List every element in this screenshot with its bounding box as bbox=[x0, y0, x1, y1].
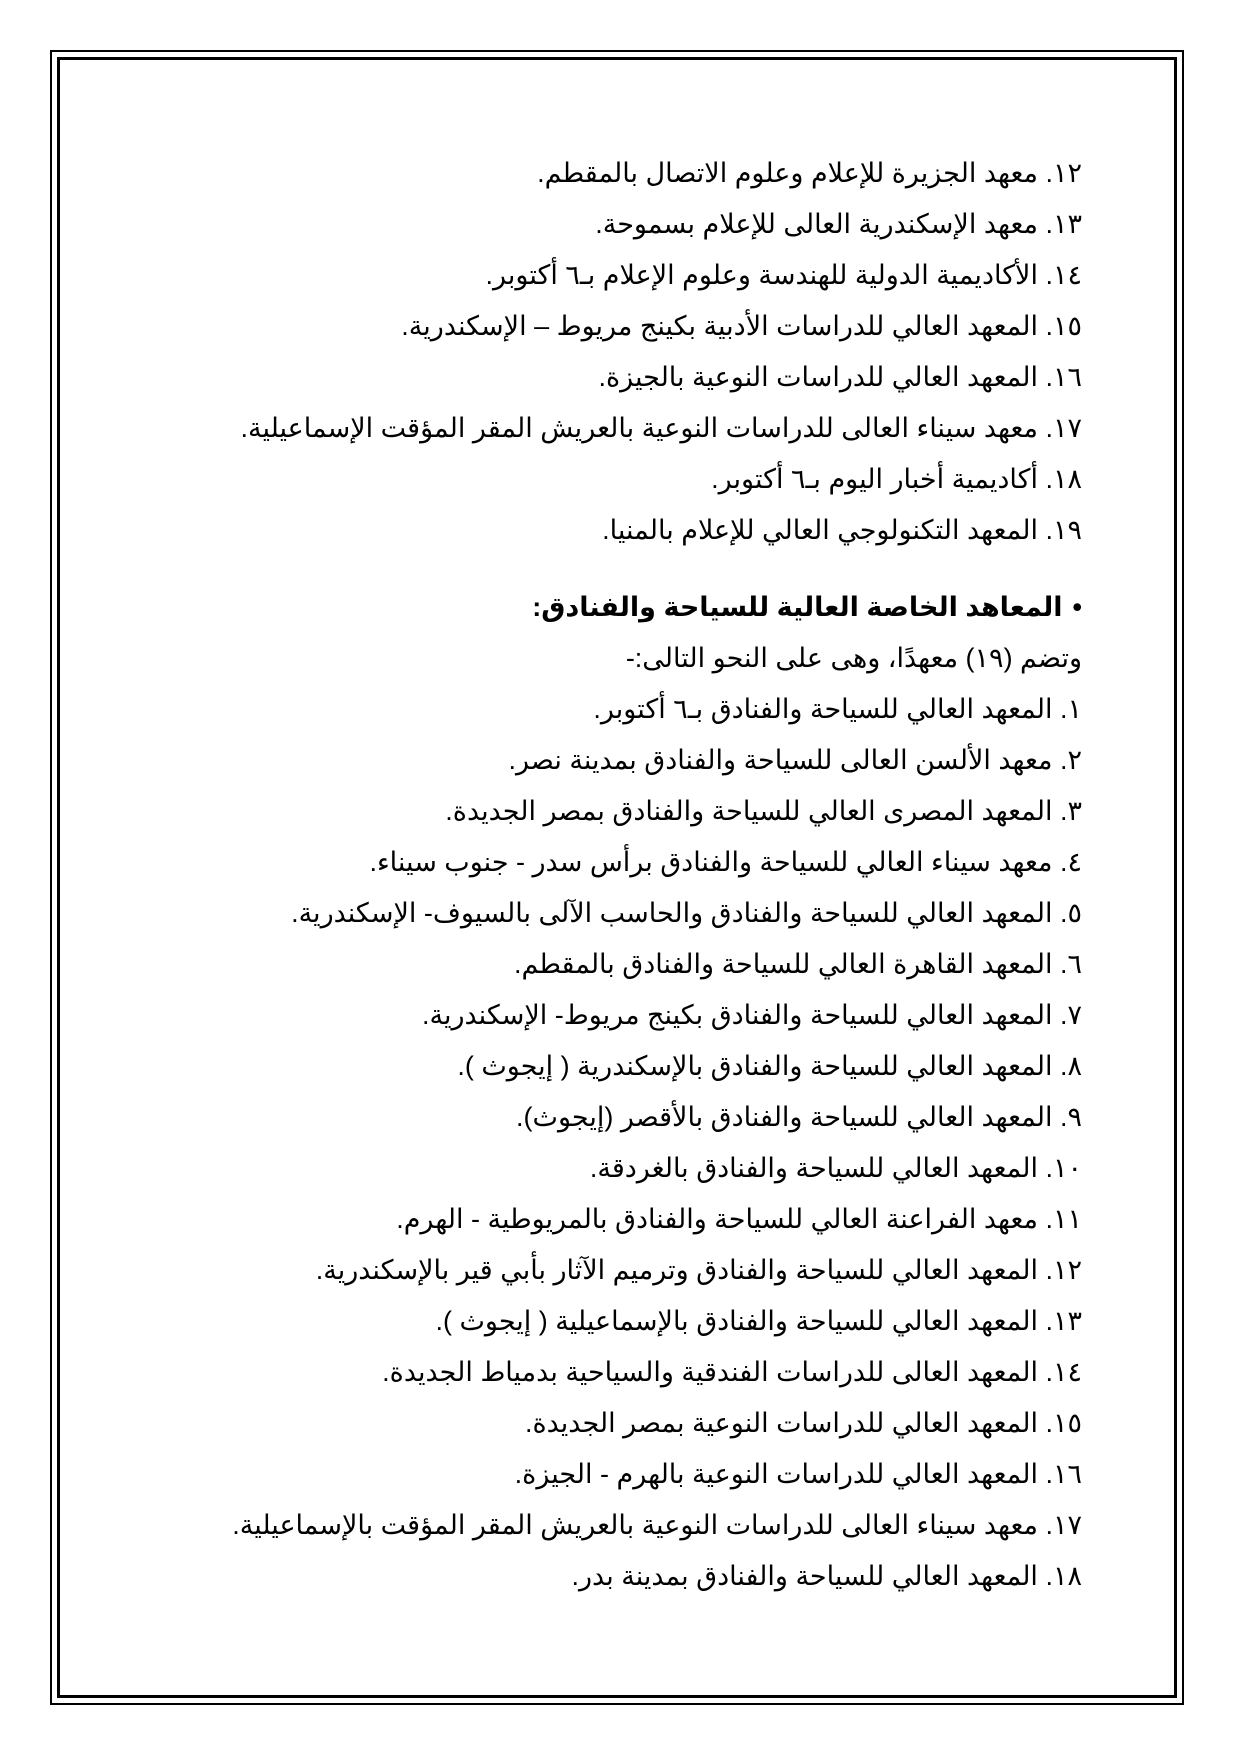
item-number: ٨. bbox=[1059, 1051, 1082, 1081]
item-number: ١٨. bbox=[1045, 1561, 1082, 1591]
list-item bbox=[122, 1194, 1082, 1245]
item-text: معهد سيناء العالى للدراسات النوعية بالعريش المقر المؤقت الإسماعيلية. bbox=[240, 413, 1038, 443]
item-text: معهد الجزيرة للإعلام وعلوم الاتصال بالمقطم. bbox=[537, 158, 1038, 188]
list-item bbox=[122, 505, 1082, 556]
item-number: ١٦. bbox=[1045, 362, 1082, 392]
heading-text: المعاهد الخاصة العالية للسياحة والفنادق: bbox=[532, 592, 1063, 622]
section-heading bbox=[122, 582, 1082, 633]
item-text: معهد سيناء العالى للدراسات النوعية بالعريش المقر المؤقت بالإسماعيلية. bbox=[232, 1510, 1038, 1540]
section-intro: وتضم (١٩) معهدًا، وهى على النحو التالى:- bbox=[625, 643, 1082, 673]
list-item bbox=[122, 837, 1082, 888]
list-item bbox=[122, 939, 1082, 990]
list-item bbox=[122, 1449, 1082, 1500]
item-number: ١٢. bbox=[1045, 158, 1082, 188]
item-text: معهد الفراعنة العالي للسياحة والفنادق بالمريوطية - الهرم. bbox=[396, 1204, 1038, 1234]
list-item bbox=[122, 1551, 1082, 1602]
item-number: ١٥. bbox=[1045, 311, 1082, 341]
item-text: المعهد العالي للدراسات النوعية بالهرم - الجيزة. bbox=[514, 1459, 1038, 1489]
item-text: المعهد العالي للسياحة والفنادق بالأقصر (إيجوث). bbox=[516, 1102, 1053, 1132]
list-item bbox=[122, 454, 1082, 505]
list-item bbox=[122, 250, 1082, 301]
list-item bbox=[122, 786, 1082, 837]
list-item bbox=[122, 990, 1082, 1041]
item-number: ٧. bbox=[1059, 1000, 1082, 1030]
item-text: المعهد العالي للسياحة والفنادق بالغردقة. bbox=[589, 1153, 1038, 1183]
item-number: ١٨. bbox=[1045, 464, 1082, 494]
item-number: ١٣. bbox=[1045, 1306, 1082, 1336]
item-text: المعهد العالي للسياحة والفنادق بمدينة بدر. bbox=[571, 1561, 1038, 1591]
list-item bbox=[122, 199, 1082, 250]
list-item bbox=[122, 148, 1082, 199]
item-number: ١٠. bbox=[1045, 1153, 1082, 1183]
list-item bbox=[122, 1296, 1082, 1347]
item-text: معهد الإسكندرية العالى للإعلام بسموحة. bbox=[595, 209, 1038, 239]
item-text: المعهد العالي للسياحة والفنادق بكينج مريوط- الإسكندرية. bbox=[421, 1000, 1053, 1030]
list-item bbox=[122, 1347, 1082, 1398]
media-institutes-list bbox=[122, 148, 1082, 556]
item-text: المعهد العالي للسياحة والفنادق وترميم الآثار بأبي قير بالإسكندرية. bbox=[315, 1255, 1038, 1285]
item-number: ١٤. bbox=[1045, 1357, 1082, 1387]
item-number: ١٥. bbox=[1045, 1408, 1082, 1438]
tourism-institutes-list bbox=[122, 684, 1082, 1602]
list-item bbox=[122, 888, 1082, 939]
item-number: ١٦. bbox=[1045, 1459, 1082, 1489]
item-number: ١. bbox=[1059, 694, 1082, 724]
item-text: أكاديمية أخبار اليوم بـ٦ أكتوبر. bbox=[711, 464, 1038, 494]
item-number: ٤. bbox=[1059, 847, 1082, 877]
item-text: المعهد العالي للسياحة والفنادق بالإسكندرية ( إيجوث ). bbox=[457, 1051, 1053, 1081]
item-number: ١٧. bbox=[1045, 1510, 1082, 1540]
item-text: المعهد العالي للدراسات الأدبية بكينج مريوط – الإسكندرية. bbox=[401, 311, 1038, 341]
item-text: المعهد المصرى العالي للسياحة والفنادق بمصر الجديدة. bbox=[445, 796, 1053, 826]
item-number: ١٣. bbox=[1045, 209, 1082, 239]
list-item bbox=[122, 1041, 1082, 1092]
item-text: المعهد العالى للدراسات الفندقية والسياحية بدمياط الجديدة. bbox=[382, 1357, 1038, 1387]
item-number: ٣. bbox=[1059, 796, 1082, 826]
document-body bbox=[122, 148, 1082, 1602]
list-item bbox=[122, 352, 1082, 403]
list-item bbox=[122, 1500, 1082, 1551]
item-number: ٩. bbox=[1059, 1102, 1082, 1132]
list-item bbox=[122, 684, 1082, 735]
item-number: ١٤. bbox=[1045, 260, 1082, 290]
item-text: المعهد العالي للدراسات النوعية بمصر الجديدة. bbox=[524, 1408, 1038, 1438]
item-text: الأكاديمية الدولية للهندسة وعلوم الإعلام بـ٦ أكتوبر. bbox=[485, 260, 1038, 290]
list-item bbox=[122, 1398, 1082, 1449]
item-text: المعهد العالي للسياحة والفنادق بـ٦ أكتوبر. bbox=[593, 694, 1053, 724]
item-text: المعهد القاهرة العالي للسياحة والفنادق بالمقطم. bbox=[513, 949, 1053, 979]
list-item bbox=[122, 1092, 1082, 1143]
item-text: معهد سيناء العالي للسياحة والفنادق برأس سدر - جنوب سيناء. bbox=[369, 847, 1053, 877]
item-text: المعهد العالي للسياحة والفنادق والحاسب الآلى بالسيوف- الإسكندرية. bbox=[291, 898, 1053, 928]
item-text: المعهد العالي للسياحة والفنادق بالإسماعيلية ( إيجوث ). bbox=[435, 1306, 1038, 1336]
list-item bbox=[122, 301, 1082, 352]
list-item bbox=[122, 735, 1082, 786]
item-number: ٥. bbox=[1059, 898, 1082, 928]
section-spacer bbox=[122, 556, 1082, 582]
item-number: ١٩. bbox=[1045, 515, 1082, 545]
list-item bbox=[122, 403, 1082, 454]
item-number: ١٧. bbox=[1045, 413, 1082, 443]
item-text: معهد الألسن العالى للسياحة والفنادق بمدينة نصر. bbox=[508, 745, 1053, 775]
item-number: ٦. bbox=[1059, 949, 1082, 979]
item-text: المعهد العالي للدراسات النوعية بالجيزة. bbox=[598, 362, 1038, 392]
list-item bbox=[122, 1143, 1082, 1194]
item-number: ٢. bbox=[1059, 745, 1082, 775]
item-number: ١١. bbox=[1045, 1204, 1082, 1234]
bullet-icon: • bbox=[1072, 592, 1082, 622]
item-text: المعهد التكنولوجي العالي للإعلام بالمنيا. bbox=[602, 515, 1038, 545]
list-item bbox=[122, 1245, 1082, 1296]
item-number: ١٢. bbox=[1045, 1255, 1082, 1285]
